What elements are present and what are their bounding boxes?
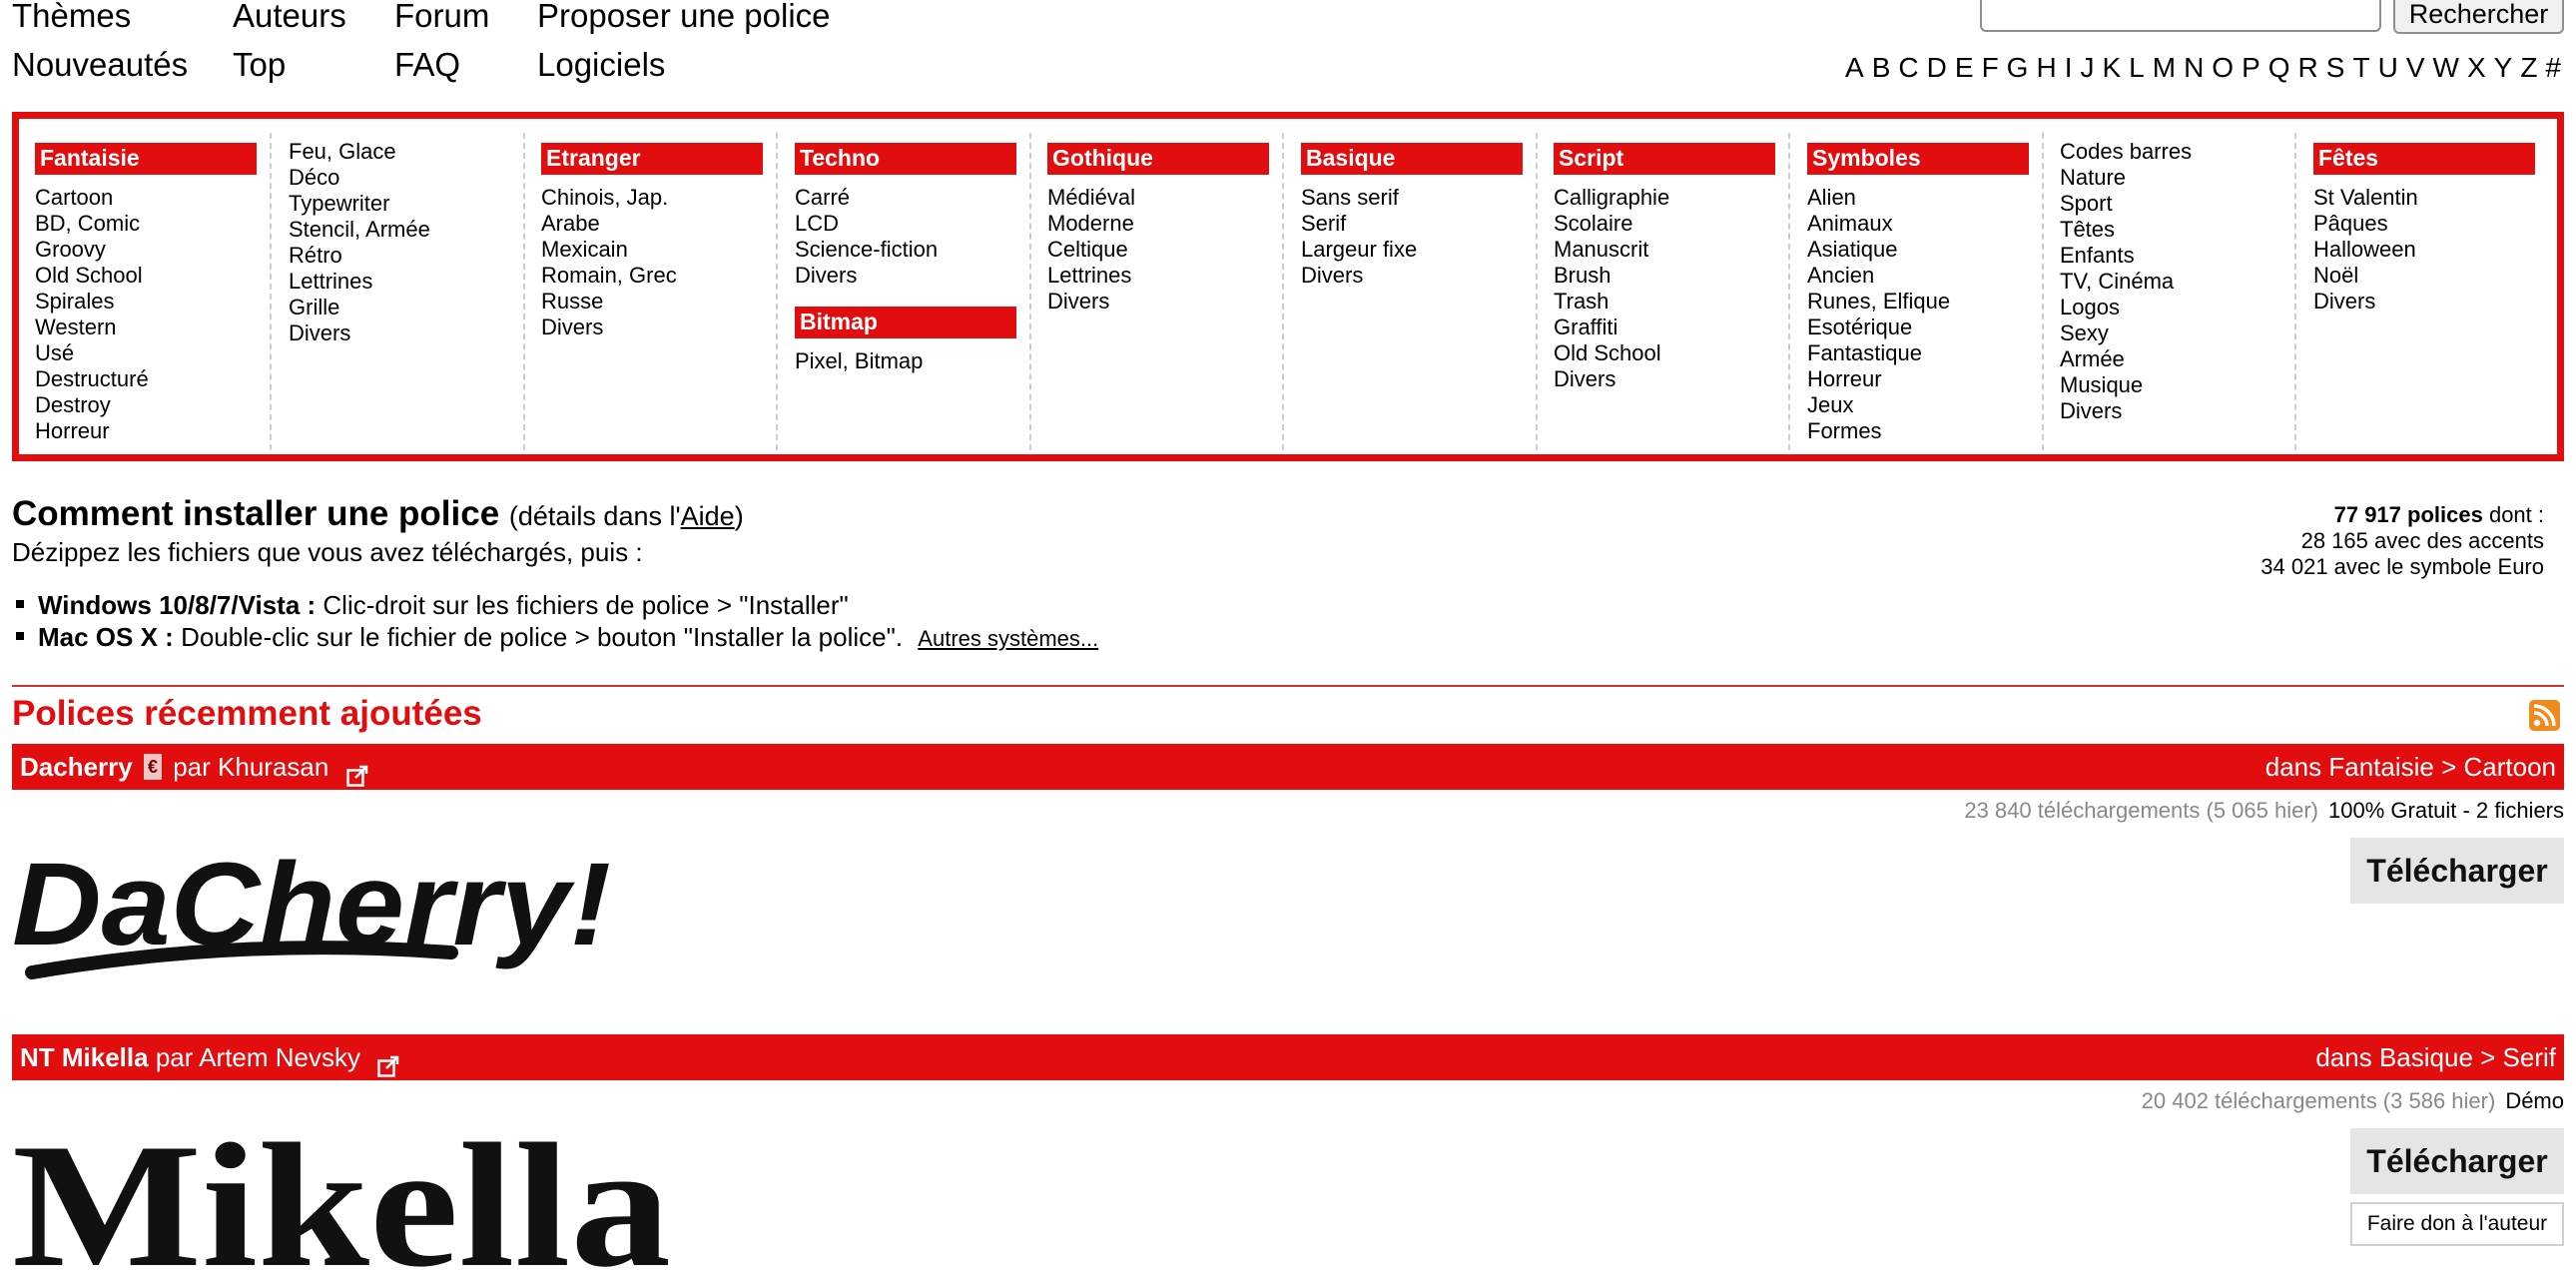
external-link-icon[interactable]	[377, 1045, 399, 1067]
category-link[interactable]: Western	[35, 315, 117, 339]
alpha-letter[interactable]: A	[1845, 52, 1864, 83]
install-step-mac: Mac OS X : Double-clic sur le fichier de police > bouton "Installer la police". Autres systèmes...	[16, 621, 1098, 655]
category-link[interactable]: Stencil, Armée	[289, 217, 430, 242]
help-link[interactable]: Aide	[680, 501, 735, 531]
accent-count: 28 165 avec des accents	[2300, 528, 2544, 553]
alpha-letter[interactable]: X	[2466, 52, 2486, 83]
category-column	[2297, 133, 2550, 450]
category-link[interactable]: Esotérique	[1807, 315, 1913, 339]
category-link[interactable]: Animaux	[1807, 211, 1893, 236]
font-meta	[2142, 1087, 2564, 1115]
category-link[interactable]: Brush	[1554, 263, 1611, 288]
category-link[interactable]: Celtique	[1047, 237, 1128, 262]
alpha-letter[interactable]: M	[2152, 52, 2177, 83]
category-link[interactable]: Têtes	[2060, 217, 2116, 242]
alpha-letter[interactable]: S	[2325, 52, 2345, 83]
alpha-letter[interactable]: J	[2080, 52, 2095, 83]
alpha-letter[interactable]: L	[2129, 52, 2145, 83]
category-link[interactable]: Typewriter	[289, 191, 390, 216]
category-link[interactable]: Pâques	[2313, 211, 2388, 236]
category-link[interactable]: Runes, Elfique	[1807, 289, 1951, 314]
alpha-letter[interactable]: I	[2064, 52, 2073, 83]
category-column	[1791, 133, 2044, 450]
category-link[interactable]: Largeur fixe	[1301, 237, 1418, 262]
alpha-letter[interactable]: F	[1981, 52, 1999, 83]
font-stats: 77 917 polices dont : 28 165 avec des accents 34 021 avec le symbole Euro	[2260, 502, 2544, 579]
category-column	[19, 133, 272, 450]
category-link[interactable]: Calligraphie	[1554, 185, 1670, 210]
category-heading[interactable]: Basique	[1301, 143, 1523, 175]
category-column	[2044, 133, 2296, 450]
alpha-letter[interactable]: Y	[2493, 52, 2513, 83]
alpha-letter[interactable]: Q	[2267, 52, 2290, 83]
category-link[interactable]: Nature	[2060, 165, 2127, 190]
euro-icon: €	[144, 754, 162, 780]
category-heading[interactable]: Symboles	[1807, 143, 2029, 175]
category-link[interactable]: Romain, Grec	[541, 263, 677, 288]
category-link[interactable]: Spirales	[35, 289, 115, 314]
category-link[interactable]: Destroy	[35, 392, 111, 417]
category-link[interactable]: TV, Cinéma	[2060, 269, 2175, 294]
category-link[interactable]: Chinois, Jap.	[541, 185, 669, 210]
category-heading[interactable]: Bitmap	[795, 307, 1016, 338]
category-heading[interactable]: Script	[1554, 143, 1775, 175]
category-link[interactable]: Divers	[1301, 263, 1364, 288]
font-bar-dacherry: Dacherry € par Khurasan dans Fantaisie > Cartoon	[12, 744, 2564, 790]
category-link[interactable]: Russe	[541, 289, 604, 314]
category-link[interactable]: Ancien	[1807, 263, 1875, 288]
nav-top[interactable]: Top	[233, 46, 287, 83]
category-link[interactable]: Alien	[1807, 185, 1856, 210]
category-link[interactable]: Codes barres	[2060, 139, 2193, 164]
alpha-letter[interactable]: B	[1871, 52, 1891, 83]
font-author[interactable]: Artem Nevsky	[199, 1042, 361, 1072]
category-link[interactable]: Rétro	[289, 243, 342, 268]
nav-forum[interactable]: Forum	[394, 0, 490, 34]
nav-authors[interactable]: Auteurs	[233, 0, 346, 34]
font-category-link[interactable]: dans Fantaisie > Cartoon	[2264, 752, 2556, 782]
category-link[interactable]: Horreur	[35, 418, 110, 443]
category-link[interactable]: Scolaire	[1554, 211, 1633, 236]
category-link[interactable]: Grille	[289, 295, 340, 319]
category-link[interactable]: Divers	[795, 263, 858, 288]
category-heading[interactable]: Techno	[795, 143, 1016, 175]
search-button[interactable]: Rechercher	[2393, 0, 2564, 34]
category-link[interactable]: Sexy	[2060, 320, 2109, 345]
install-title: Comment installer une police (détails dans l'Aide)	[12, 494, 744, 533]
category-column	[525, 133, 778, 450]
category-link[interactable]: Arabe	[541, 211, 600, 236]
category-link[interactable]: Destructuré	[35, 366, 149, 391]
category-link[interactable]: Halloween	[2313, 237, 2416, 262]
alpha-letter[interactable]: V	[2405, 52, 2425, 83]
category-column	[1538, 133, 1790, 450]
font-name[interactable]: Dacherry	[20, 752, 133, 782]
category-column	[1031, 133, 1284, 450]
category-link[interactable]: Old School	[1554, 340, 1661, 365]
alpha-letter[interactable]: #	[2545, 52, 2561, 83]
category-link[interactable]: Logos	[2060, 295, 2120, 319]
category-link[interactable]: Asiatique	[1807, 237, 1898, 262]
nav-software[interactable]: Logiciels	[537, 46, 666, 83]
alpha-letter[interactable]: R	[2297, 52, 2318, 83]
alpha-letter[interactable]: D	[1926, 52, 1947, 83]
alpha-letter[interactable]: U	[2377, 52, 2398, 83]
other-systems-link[interactable]: Autres systèmes...	[918, 626, 1099, 651]
search-input[interactable]	[1980, 0, 2381, 32]
license-info: Démo	[2505, 1088, 2564, 1113]
font-count: 77 917 polices	[2333, 502, 2483, 527]
category-link[interactable]: LCD	[795, 211, 840, 236]
category-link[interactable]: Divers	[541, 315, 604, 339]
download-button[interactable]: Télécharger	[2350, 1128, 2564, 1194]
download-button[interactable]: Télécharger	[2350, 838, 2564, 904]
download-count: 20 402 téléchargements (3 586 hier)	[2141, 1088, 2496, 1113]
section-divider	[12, 685, 2564, 687]
font-preview-dacherry[interactable]	[12, 825, 631, 999]
category-link[interactable]: Groovy	[35, 237, 106, 262]
category-link[interactable]: Pixel, Bitmap	[795, 348, 924, 373]
alpha-letter[interactable]: T	[2352, 52, 2370, 83]
category-link[interactable]: Sans serif	[1301, 185, 1399, 210]
font-name[interactable]: NT Mikella	[20, 1042, 149, 1072]
category-link[interactable]: Horreur	[1807, 366, 1882, 391]
category-link[interactable]: Feu, Glace	[289, 139, 396, 164]
install-intro: Dézippez les fichiers que vous avez téléchargés, puis :	[12, 537, 643, 567]
category-heading[interactable]: Etranger	[541, 143, 763, 175]
nav-new[interactable]: Nouveautés	[12, 46, 189, 83]
category-column	[779, 133, 1031, 450]
font-category-link[interactable]: dans Basique > Serif	[2315, 1042, 2556, 1072]
category-link[interactable]: Sport	[2060, 191, 2113, 216]
category-link[interactable]: Jeux	[1807, 392, 1854, 417]
category-column	[1285, 133, 1538, 450]
svg-text:DaCherry!: DaCherry!	[12, 839, 612, 970]
alpha-letter[interactable]: W	[2432, 52, 2459, 83]
category-link[interactable]: Moderne	[1047, 211, 1134, 236]
category-link[interactable]: Mexicain	[541, 237, 628, 262]
category-link[interactable]: Graffiti	[1554, 315, 1618, 339]
category-link[interactable]: Déco	[289, 165, 340, 190]
euro-count: 34 021 avec le symbole Euro	[2260, 554, 2544, 579]
alpha-letter[interactable]: P	[2242, 52, 2260, 83]
alpha-letter[interactable]: N	[2184, 52, 2205, 83]
donate-button[interactable]: Faire don à l'auteur	[2350, 1202, 2564, 1246]
alpha-letter[interactable]: K	[2102, 52, 2122, 83]
alpha-letter[interactable]: C	[1898, 52, 1919, 83]
nav-faq[interactable]: FAQ	[394, 46, 461, 83]
nav-themes[interactable]: Thèmes	[12, 0, 132, 34]
category-link[interactable]: Divers	[1554, 366, 1616, 391]
category-link[interactable]: Formes	[1807, 418, 1882, 443]
category-link[interactable]: Usé	[35, 340, 75, 365]
recent-fonts-title: Polices récemment ajoutées	[12, 694, 482, 733]
external-link-icon[interactable]	[346, 755, 368, 777]
category-link[interactable]: Science-fiction	[795, 237, 939, 262]
font-author[interactable]: Khurasan	[218, 752, 329, 782]
category-link[interactable]: Serif	[1301, 211, 1347, 236]
category-link[interactable]: BD, Comic	[35, 211, 141, 236]
category-link[interactable]: Lettrines	[289, 269, 373, 294]
alpha-letter[interactable]: O	[2212, 52, 2235, 83]
install-step-windows: Windows 10/8/7/Vista : Clic-droit sur les fichiers de police > "Installer"	[16, 589, 1098, 621]
category-link[interactable]: Musique	[2060, 372, 2144, 397]
category-heading[interactable]: Fantaisie	[35, 143, 257, 175]
category-link[interactable]: Armée	[2060, 346, 2125, 371]
category-link[interactable]: Manuscrit	[1554, 237, 1649, 262]
category-link[interactable]: Trash	[1554, 289, 1610, 314]
category-link[interactable]: Divers	[2060, 398, 2123, 423]
alpha-letter[interactable]: Z	[2520, 52, 2538, 83]
svg-text:Mikella: Mikella	[12, 1110, 671, 1272]
alphabet-index	[1841, 50, 2565, 86]
category-link[interactable]: Noël	[2313, 263, 2359, 288]
category-menu	[12, 112, 2564, 461]
category-link[interactable]: Médiéval	[1047, 185, 1136, 210]
install-steps	[16, 589, 1098, 655]
license-info: 100% Gratuit - 2 fichiers	[2328, 798, 2564, 823]
font-bar-mikella: NT Mikella par Artem Nevsky dans Basique > Serif	[12, 1034, 2564, 1080]
category-link[interactable]: Divers	[2313, 289, 2376, 314]
category-link[interactable]: St Valentin	[2313, 185, 2418, 210]
download-count: 23 840 téléchargements (5 065 hier)	[1964, 798, 2319, 823]
category-link[interactable]: Old School	[35, 263, 143, 288]
category-column	[273, 133, 525, 450]
alpha-letter[interactable]: G	[2006, 52, 2029, 83]
category-link[interactable]: Divers	[289, 320, 351, 345]
category-heading[interactable]: Gothique	[1047, 143, 1269, 175]
category-link[interactable]: Cartoon	[35, 185, 114, 210]
category-heading[interactable]: Fêtes	[2313, 143, 2535, 175]
category-link[interactable]: Lettrines	[1047, 263, 1132, 288]
alpha-letter[interactable]: H	[2036, 52, 2057, 83]
nav-submit-font[interactable]: Proposer une police	[537, 0, 831, 34]
category-link[interactable]: Carré	[795, 185, 851, 210]
category-link[interactable]: Fantastique	[1807, 340, 1922, 365]
category-link[interactable]: Divers	[1047, 289, 1110, 314]
rss-icon[interactable]	[2529, 700, 2560, 731]
category-link[interactable]: Enfants	[2060, 243, 2135, 268]
alpha-letter[interactable]: E	[1954, 52, 1974, 83]
font-meta	[1964, 797, 2564, 825]
font-preview-mikella[interactable]	[12, 1110, 691, 1277]
